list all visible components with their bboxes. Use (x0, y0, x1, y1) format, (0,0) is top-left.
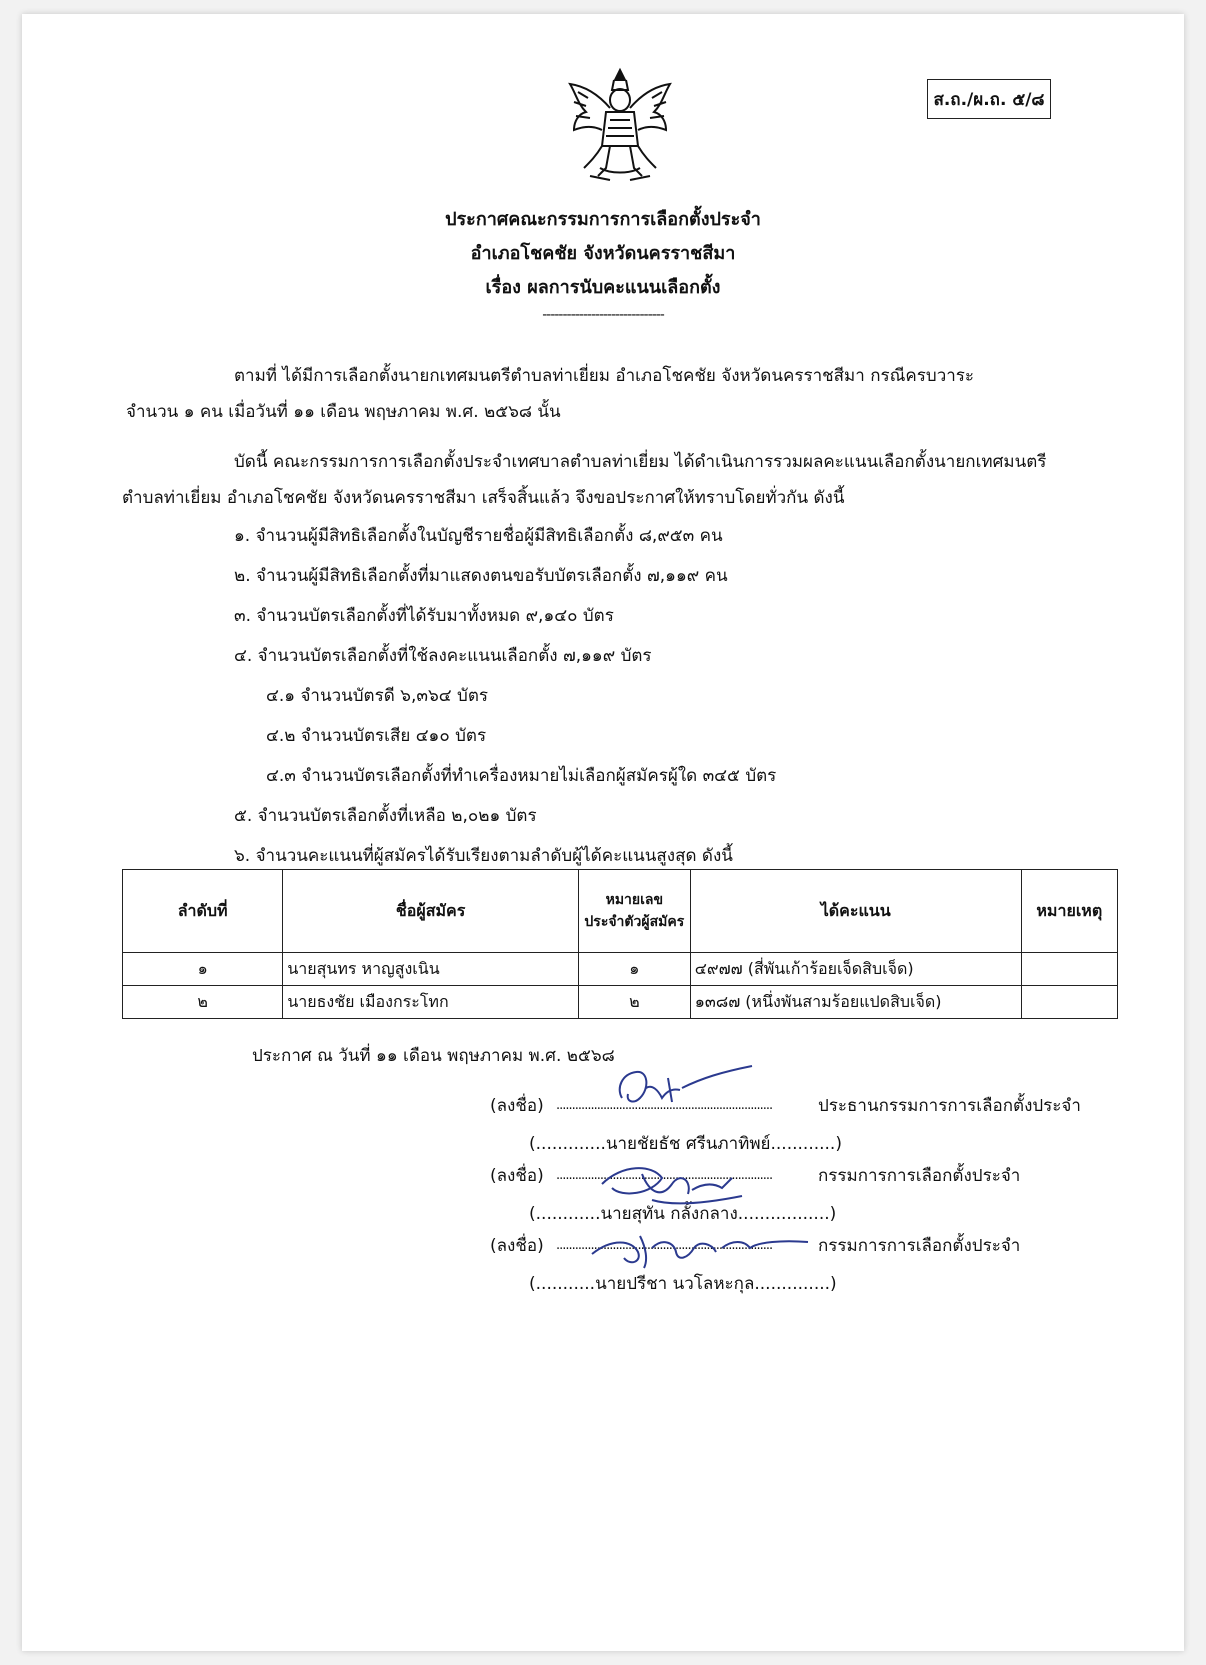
table-row (123, 986, 1118, 1019)
cell-remark (1021, 953, 1117, 986)
intro-paragraph-1-line-2: จำนวน ๑ คน เมื่อวันที่ ๑๑ เดือน พฤษภาคม พ.ศ. ๒๕๖๘ นั้น (126, 402, 561, 422)
item-6: ๖. จำนวนคะแนนที่ผู้สมัครได้รับเรียงตามลำดับผู้ได้คะแนนสูงสุด ดังนี้ (234, 846, 733, 866)
item-4-1: ๔.๑ จำนวนบัตรดี ๖,๓๖๔ บัตร (266, 686, 489, 706)
item-3: ๓. จำนวนบัตรเลือกตั้งที่ได้รับมาทั้งหมด ๙,๑๔๐ บัตร (234, 606, 614, 626)
header-rank: ลำดับที่ (123, 870, 283, 953)
header-remark: หมายเหตุ (1021, 870, 1117, 953)
table-header-row (123, 870, 1118, 953)
sign-role-2: กรรมการการเลือกตั้งประจำ (818, 1166, 1021, 1186)
sign-line-1: ..................................................................... (556, 1098, 773, 1113)
sign-role-1: ประธานกรรมการการเลือกตั้งประจำ (818, 1096, 1081, 1116)
item-4-3: ๔.๓ จำนวนบัตรเลือกตั้งที่ทำเครื่องหมายไม่เลือกผู้สมัครผู้ใด ๓๔๕ บัตร (266, 766, 777, 786)
sign-line-3: ..................................................................... (556, 1238, 773, 1253)
announce-date: ประกาศ ณ วันที่ ๑๑ เดือน พฤษภาคม พ.ศ. ๒๕๖๘ (252, 1046, 615, 1066)
garuda-emblem (560, 64, 680, 194)
item-1: ๑. จำนวนผู้มีสิทธิเลือกตั้งในบัญชีรายชื่อผู้มีสิทธิเลือกตั้ง ๘,๙๕๓ คน (234, 526, 723, 546)
item-5: ๕. จำนวนบัตรเลือกตั้งที่เหลือ ๒,๐๒๑ บัตร (234, 806, 537, 826)
form-code-box: ส.ถ./ผ.ถ. ๕/๘ (927, 79, 1051, 119)
sign-line-2: ..................................................................... (556, 1168, 773, 1183)
table-row (123, 953, 1118, 986)
intro-paragraph-2-line-2: ตำบลท่าเยี่ยม อำเภอโชคชัย จังหวัดนครราชสีมา เสร็จสิ้นแล้ว จึงขอประกาศให้ทราบโดยทั่วกัน ดังนี้ (122, 488, 845, 508)
item-4-2: ๔.๒ จำนวนบัตรเสีย ๔๑๐ บัตร (266, 726, 487, 746)
cell-score: ๔๙๗๗ (สี่พันเก้าร้อยเจ็ดสิบเจ็ด) (690, 953, 1021, 986)
results-table (122, 869, 1118, 1019)
sign-prefix-2: (ลงชื่อ) (490, 1166, 544, 1186)
item-4: ๔. จำนวนบัตรเลือกตั้งที่ใช้ลงคะแนนเลือกตั้ง ๗,๑๑๙ บัตร (234, 646, 652, 666)
cell-number: ๑ (578, 953, 690, 986)
cell-score: ๑๓๘๗ (หนึ่งพันสามร้อยแปดสิบเจ็ด) (690, 986, 1021, 1019)
sign-prefix-3: (ลงชื่อ) (490, 1236, 544, 1256)
intro-paragraph-2-line-1: บัดนี้ คณะกรรมการการเลือกตั้งประจำเทศบาลตำบลท่าเยี่ยม ได้ดำเนินการรวมผลคะแนนเลือกตั้งนายกเทศมนตรี (234, 452, 1047, 472)
header-number-line-1: หมายเลข (605, 892, 664, 908)
intro-paragraph-1-line-1: ตามที่ ได้มีการเลือกตั้งนายกเทศมนตรีตำบลท่าเยี่ยม อำเภอโชคชัย จังหวัดนครราชสีมา กรณีครบวาระ (234, 366, 975, 386)
document-page (22, 14, 1184, 1651)
cell-remark (1021, 986, 1117, 1019)
cell-rank: ๒ (123, 986, 283, 1019)
header-number (578, 870, 690, 953)
cell-rank: ๑ (123, 953, 283, 986)
header-line-3: เรื่อง ผลการนับคะแนนเลือกตั้ง (485, 277, 721, 298)
sign-prefix-1: (ลงชื่อ) (490, 1096, 544, 1116)
cell-name: นายธงชัย เมืองกระโทก (283, 986, 579, 1019)
header-line-1: ประกาศคณะกรรมการการเลือกตั้งประจำ (445, 209, 761, 230)
signature-1 (602, 1058, 762, 1118)
cell-number: ๒ (578, 986, 690, 1019)
signature-2 (592, 1154, 762, 1214)
sign-name-2: (............นายสุทัน กลั้งกลาง.................) (529, 1204, 837, 1224)
cell-name: นายสุนทร หาญสูงเนิน (283, 953, 579, 986)
header-rule: ------------------------------ (542, 307, 664, 323)
item-2: ๒. จำนวนผู้มีสิทธิเลือกตั้งที่มาแสดงตนขอรับบัตรเลือกตั้ง ๗,๑๑๙ คน (234, 566, 728, 586)
signature-3 (582, 1218, 812, 1274)
header-number-line-2: ประจำตัวผู้สมัคร (584, 914, 685, 930)
sign-name-3: (...........นายปรีชา นวโลหะกุล..............) (529, 1274, 837, 1294)
header-score: ได้คะแนน (690, 870, 1021, 953)
header-line-2: อำเภอโชคชัย จังหวัดนครราชสีมา (470, 243, 736, 264)
sign-name-1: (.............นายชัยธัช ศรีนภาทิพย์............) (529, 1134, 842, 1154)
header-name: ชื่อผู้สมัคร (283, 870, 579, 953)
sign-role-3: กรรมการการเลือกตั้งประจำ (818, 1236, 1021, 1256)
